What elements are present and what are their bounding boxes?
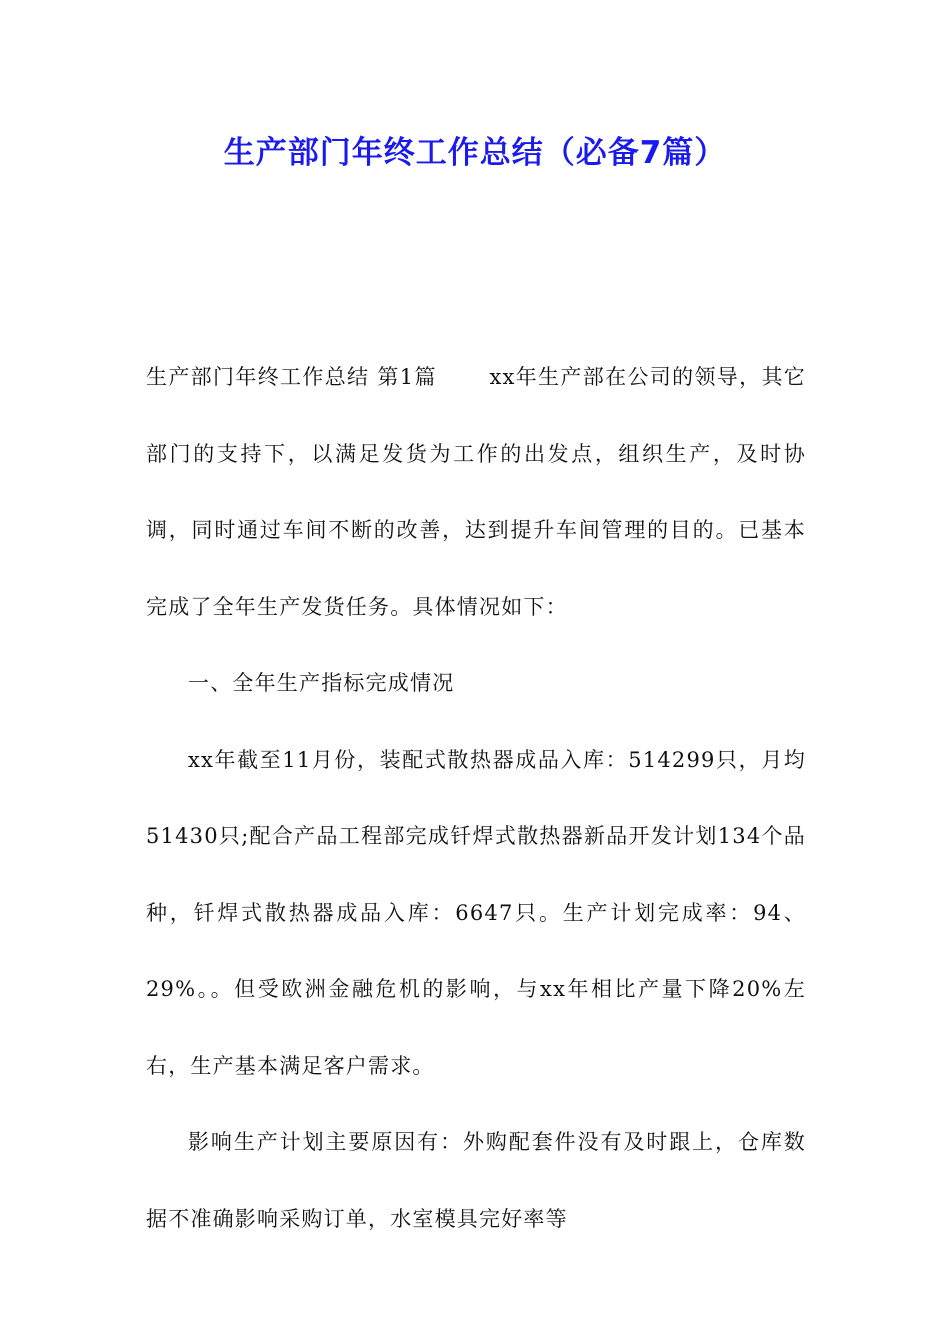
document-title: 生产部门年终工作总结（必备7篇） [223,135,727,171]
section-heading-1: 一、全年生产指标完成情况 [188,671,455,695]
paragraph-reasons: 影响生产计划主要原因有：外购配套件没有及时跟上，仓库数据不准确影响采购订单，水室模具完好率等 [146,1130,806,1231]
document-body [146,339,806,1257]
paragraph-intro: 生产部门年终工作总结 第1篇 xx年生产部在公司的领导，其它部门的支持下，以满足发货为工作的出发点，组织生产，及时协调，同时通过车间不断的改善，达到提升车间管理的目的。已基本完成了全年生产发货任务。具体情况如下： [146,365,806,619]
paragraph-production-stats: xx年截至11月份，装配式散热器成品入库：514299只，月均51430只;配合产品工程部完成钎焊式散热器新品开发计划134个品种，钎焊式散热器成品入库：6647只。生产计划完成率：94、29%。。但受欧洲金融危机的影响，与xx年相比产量下降20%左右，生产基本满足客户需求。 [146,747,806,1078]
